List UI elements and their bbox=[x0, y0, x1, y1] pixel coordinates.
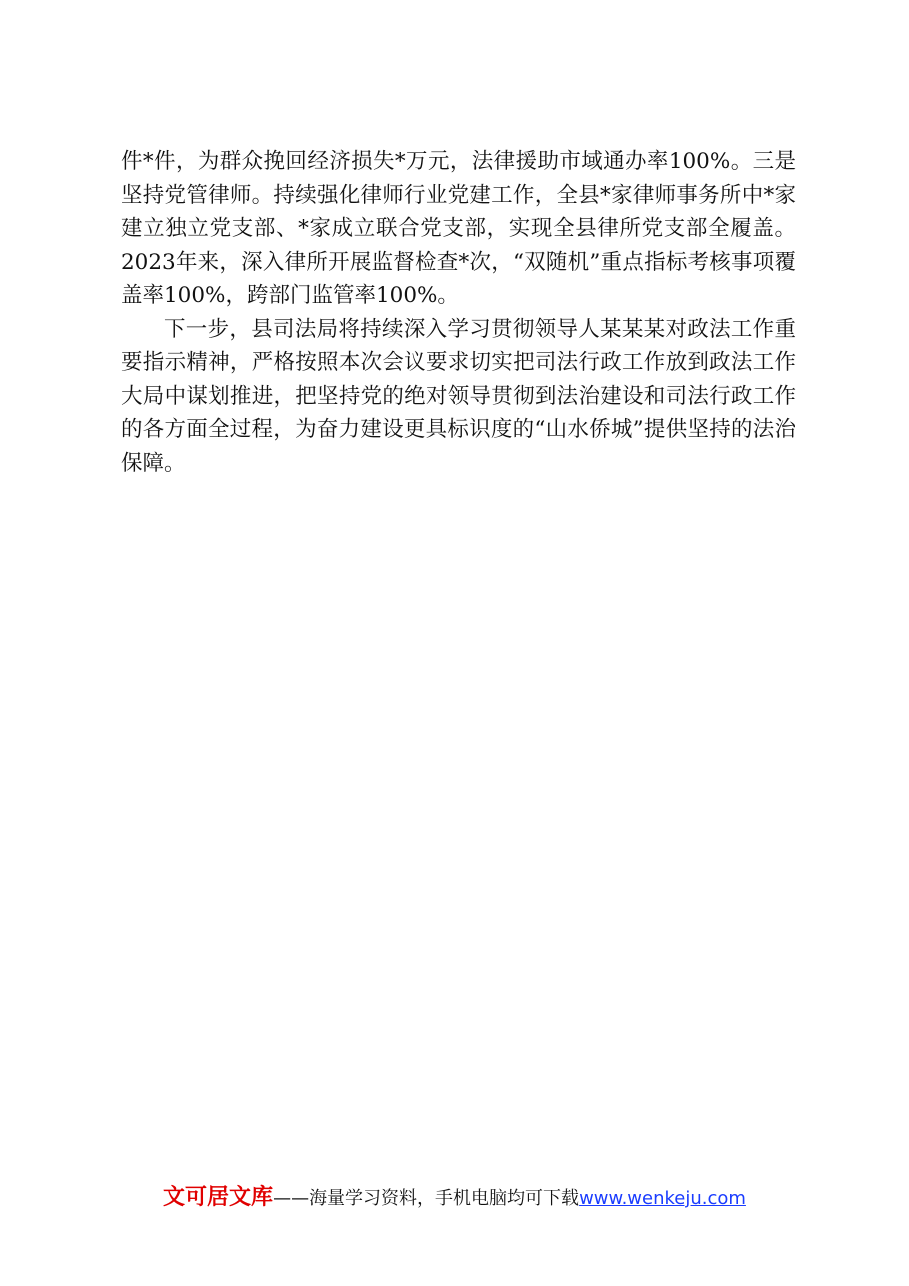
footer-tagline: ——海量学习资料，手机电脑均可下载 bbox=[273, 1188, 580, 1209]
paragraph-continuation: 件*件，为群众挽回经济损失*万元，法律援助市域通办率100%。三是坚持党管律师。持续强化律师行业党建工作，全县*家律师事务所中*家建立独立党支部、*家成立联合党支部，实现全县律所党支部全履盖。2023年来，深入律所开展监督检查*次，“双随机”重点指标考核事项覆盖率100%，跨部门监管率100%。 bbox=[121, 149, 796, 308]
footer-brand: 文可居文库 bbox=[163, 1185, 274, 1210]
footer-banner bbox=[0, 1180, 909, 1211]
footer-site-link[interactable]: www.wenkeju.com bbox=[579, 1188, 746, 1209]
paragraph-next-step: 下一步，县司法局将持续深入学习贯彻领导人某某某对政法工作重要指示精神，严格按照本次会议要求切实把司法行政工作放到政法工作大局中谋划推进，把坚持党的绝对领导贯彻到法治建设和司法行政工作的各方面全过程，为奋力建设更具标识度的“山水侨城”提供坚持的法治保障。 bbox=[121, 316, 796, 476]
document-body bbox=[121, 145, 796, 480]
